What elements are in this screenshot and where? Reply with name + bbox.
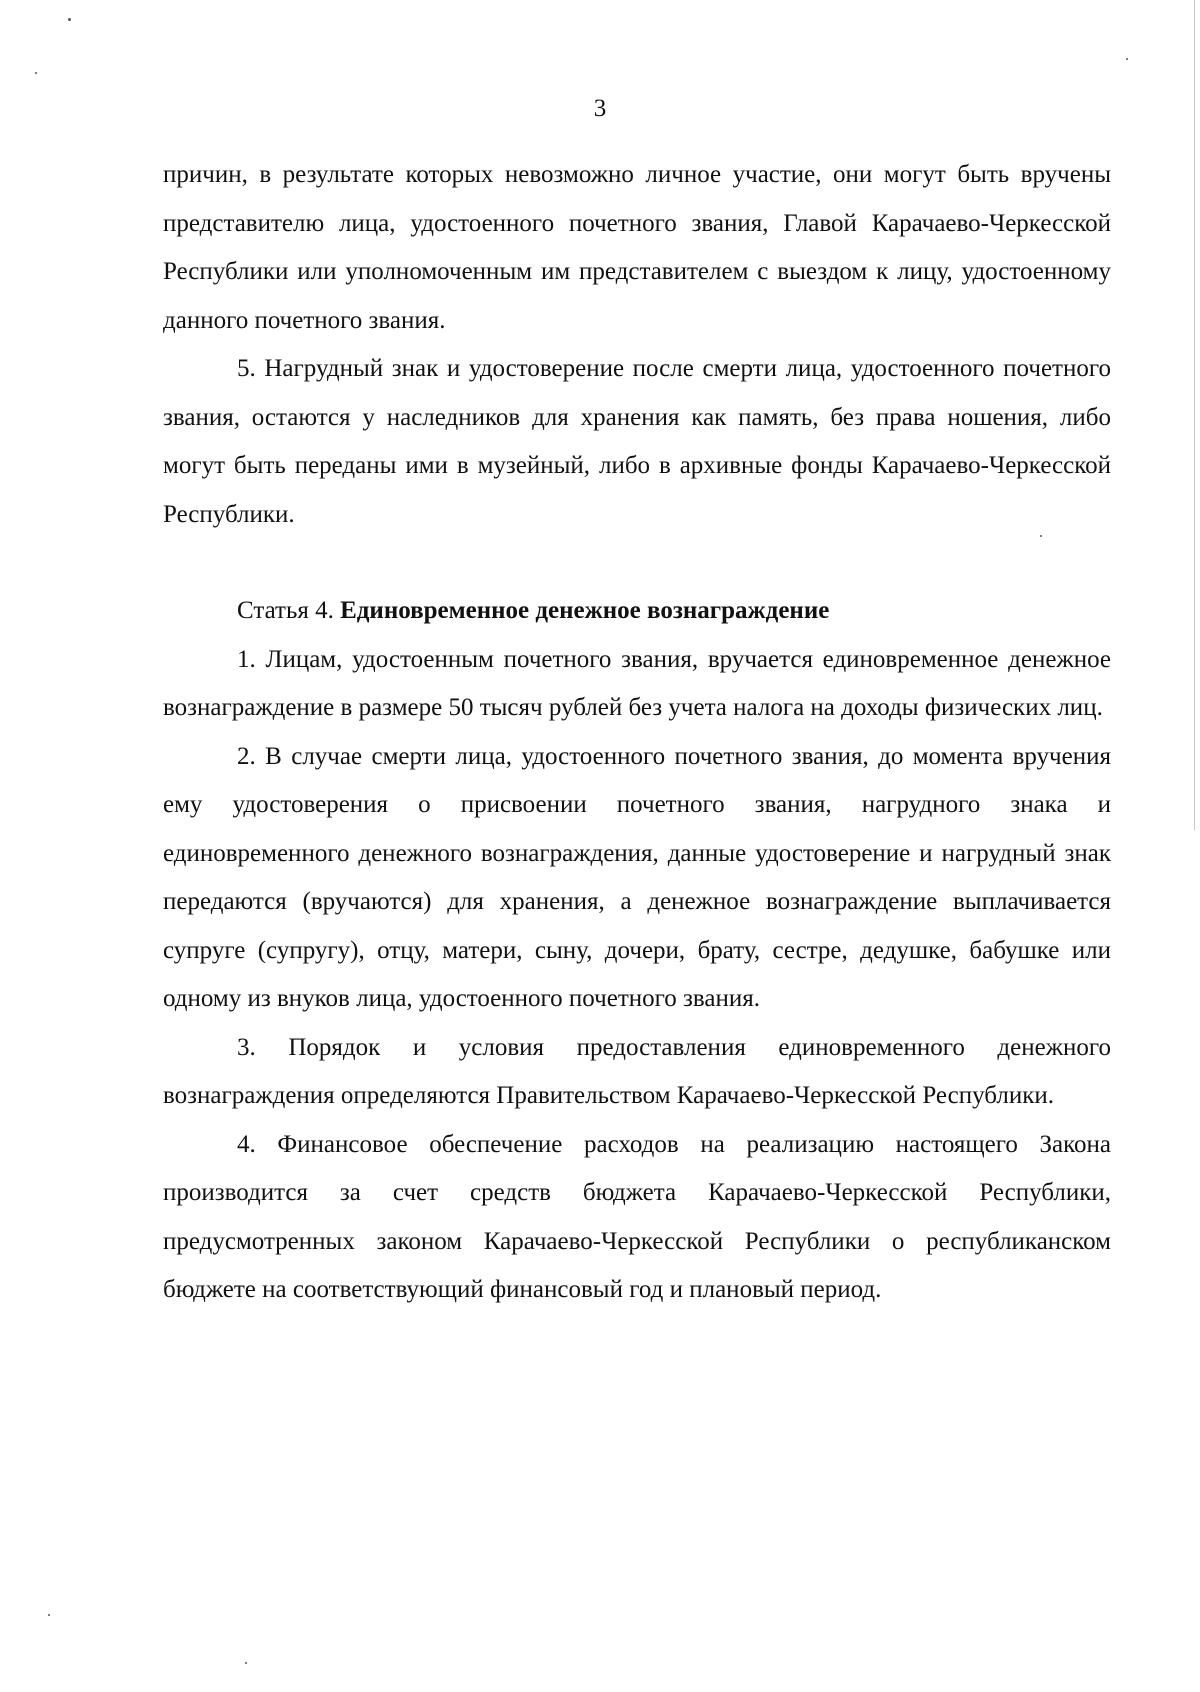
- scan-edge-line: [1194, 0, 1195, 830]
- article-paragraph-2: 2. В случае смерти лица, удостоенного почетного звания, до момента вручения ему удостоверения о присвоении почетного звания, нагрудного знака и единовременного денежного вознаграждения, данные удостоверение и нагрудный знак передаются (вручаются) для хранения, а денежное вознаграждение выплачивается супруге (супругу), отцу, матери, сыну, дочери, брату, сестре, дедушке, бабушке или одному из внуков лица, удостоенного почетного звания.: [163, 742, 1111, 1012]
- article-label: Статья 4.: [237, 597, 341, 624]
- scan-speck: [48, 1614, 50, 1616]
- scan-speck: [1126, 58, 1128, 60]
- article-paragraph-4: 4. Финансовое обеспечение расходов на реализацию настоящего Закона производится за счет средств бюджета Карачаево-Черкесской Республики, предусмотренных законом Карачаево-Черкесской Республики о республиканском бюджете на соответствующий финансовый год и плановый период.: [163, 1130, 1111, 1303]
- article-heading: [163, 587, 1111, 636]
- page-number: 3: [593, 95, 607, 122]
- scan-speck: [68, 18, 71, 21]
- article-title: Единовременное денежное вознаграждение: [340, 597, 830, 624]
- paragraph-5: 5. Нагрудный знак и удостоверение после смерти лица, удостоенного почетного звания, остаются у наследников для хранения как память, без права ношения, либо могут быть переданы ими в музейный, либо в архивные фонды Карачаево-Черкесской Республики.: [163, 355, 1111, 528]
- article-paragraph-1: 1. Лицам, удостоенным почетного звания, вручается единовременное денежное вознаграждение в размере 50 тысяч рублей без учета налога на доходы физических лиц.: [163, 645, 1111, 721]
- scan-speck: [35, 72, 37, 74]
- document-body: [163, 151, 1111, 1315]
- scan-speck: [245, 1662, 247, 1664]
- paragraph-continued: причин, в результате которых невозможно личное участие, они могут быть вручены представителю лица, удостоенного почетного звания, Главой Карачаево-Черкесской Республики или уполномоченным им представителем с выездом к лицу, удостоенному данного почетного звания.: [163, 161, 1111, 334]
- article-paragraph-3: 3. Порядок и условия предоставления единовременного денежного вознаграждения определяются Правительством Карачаево-Черкесской Республики.: [163, 1033, 1111, 1109]
